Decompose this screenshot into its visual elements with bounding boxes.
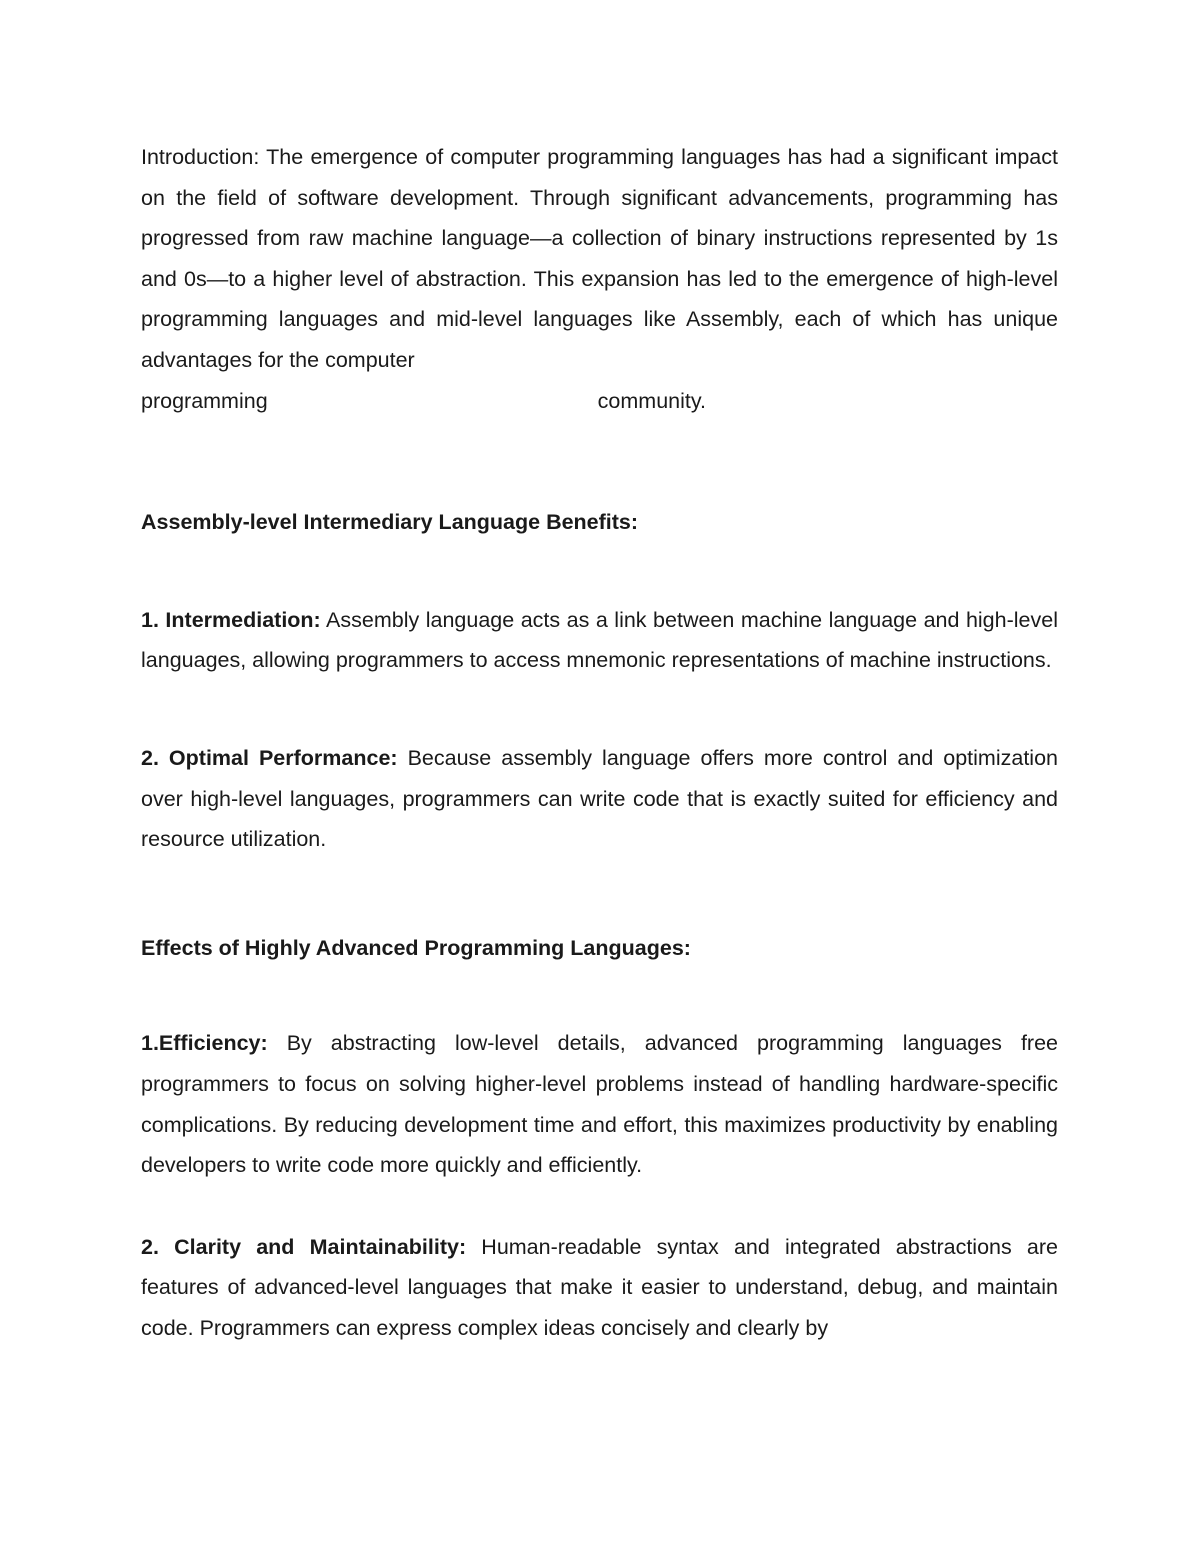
item-text: By abstracting low-level details, advanced programming languages free programmers to focus on solving higher-level problems instead of handling hardware-specific complications. By reducing development time and effort, this maximizes productivity by enabling developers to write code more quickly and efficiently.: [141, 1031, 1058, 1178]
intro-last-line: [141, 381, 1058, 422]
section-heading-assembly: Assembly-level Intermediary Language Benefits:: [141, 510, 639, 535]
intro-last-right: community.: [597, 388, 706, 413]
intro-gap: [268, 381, 598, 422]
item-text: Human-readable syntax and integrated abstractions are features of advanced-level languages that make it easier to understand, debug, and maintain code. Programmers can express complex ideas concisely and clearly by: [141, 1234, 1058, 1340]
item-label: 1.Efficiency:: [141, 1031, 268, 1056]
list-item-intermediation: [141, 600, 1058, 681]
list-item-efficiency: [141, 1023, 1058, 1185]
item-text: Assembly language acts as a link between machine language and high-level languages, allowing programmers to access mnemonic representations of machine instructions.: [141, 607, 1058, 673]
document-body: [141, 137, 1058, 1348]
list-item-optimal-performance: [141, 738, 1058, 860]
intro-paragraph: [141, 137, 1058, 381]
section-heading-advanced: Effects of Highly Advanced Programming Languages:: [141, 935, 691, 960]
item-label: 1. Intermediation:: [141, 607, 321, 632]
item-label: 2. Optimal Performance:: [141, 745, 398, 770]
list-item-clarity: [141, 1227, 1058, 1349]
item-label: 2. Clarity and Maintainability:: [141, 1234, 467, 1259]
intro-text: Introduction: The emergence of computer programming languages has had a significant impact on the field of software development. Through significant advancements, programming has progressed from raw machine language—a collection of binary instructions represented by 1s and 0s—to a higher level of abstraction. This expansion has led to the emergence of high-level programming languages and mid-level languages like Assembly, each of which has unique advantages for the computer: [141, 145, 1058, 372]
item-text: Because assembly language offers more control and optimization over high-level languages, programmers can write code that is exactly suited for efficiency and resource utilization.: [141, 745, 1058, 852]
intro-last-left: programming: [141, 388, 268, 413]
